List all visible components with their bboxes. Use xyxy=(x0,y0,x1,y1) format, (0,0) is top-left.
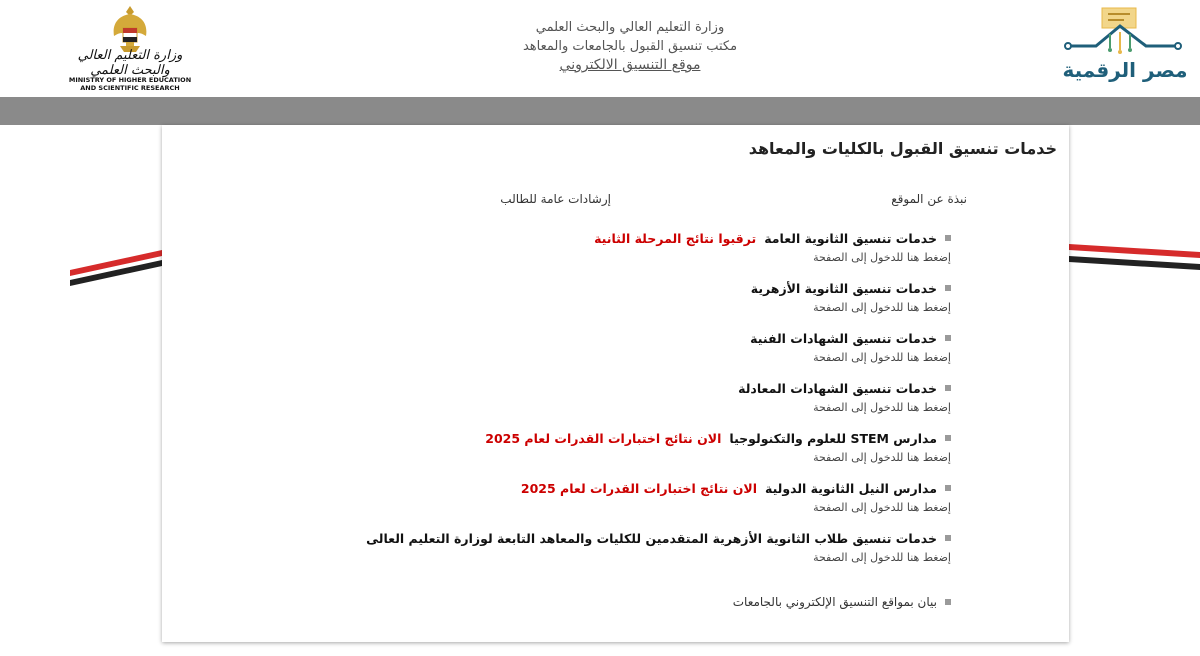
ministry-heading xyxy=(520,18,740,75)
bullet-icon xyxy=(945,599,951,605)
list-item[interactable] xyxy=(231,531,951,581)
service-highlight: ترقبوا نتائج المرحلة الثانية xyxy=(594,231,757,246)
enter-page-link[interactable]: إضغط هنا للدخول إلى الصفحة xyxy=(813,551,951,564)
service-title[interactable]: مدارس النيل الثانوية الدوليةالان نتائج اختبارات القدرات لعام 2025 xyxy=(520,481,937,496)
enter-page-link[interactable]: إضغط هنا للدخول إلى الصفحة xyxy=(813,501,951,514)
service-highlight: الان نتائج اختبارات القدرات لعام 2025 xyxy=(485,431,722,446)
list-item[interactable] xyxy=(231,331,951,381)
digital-egypt-wordmark: مصر الرقمية xyxy=(1062,58,1188,82)
crest-arabic-script: وزارة التعليم العالي والبحث العلمي xyxy=(77,48,183,78)
enter-page-link[interactable]: إضغط هنا للدخول إلى الصفحة xyxy=(813,401,951,414)
bullet-icon xyxy=(945,235,951,241)
ministry-logo[interactable] xyxy=(60,2,200,94)
service-highlight: الان نتائج اختبارات القدرات لعام 2025 xyxy=(520,481,757,496)
service-title[interactable]: خدمات تنسيق الشهادات الفنية xyxy=(750,331,937,346)
list-item[interactable] xyxy=(231,281,951,331)
services-card xyxy=(162,125,1069,642)
bullet-icon xyxy=(945,285,951,291)
service-title[interactable]: خدمات تنسيق الثانوية الأزهرية xyxy=(750,281,937,296)
list-item[interactable] xyxy=(231,431,951,481)
universities-list-item[interactable] xyxy=(231,595,951,611)
bullet-icon xyxy=(945,535,951,541)
enter-page-link[interactable]: إضغط هنا للدخول إلى الصفحة xyxy=(813,251,951,264)
enter-page-link[interactable]: إضغط هنا للدخول إلى الصفحة xyxy=(813,351,951,364)
services-list xyxy=(231,231,951,581)
list-item[interactable] xyxy=(231,231,951,281)
bullet-icon xyxy=(945,435,951,441)
about-site-link[interactable]: نبذة عن الموقع xyxy=(891,192,967,206)
bullet-icon xyxy=(945,385,951,391)
site-header xyxy=(0,0,1200,97)
service-title[interactable]: خدمات تنسيق طلاب الثانوية الأزهرية المتقدمين للكليات والمعاهد التابعة لوزارة التعليم العالى xyxy=(366,531,937,546)
service-title[interactable]: مدارس STEM للعلوم والتكنولوجياالان نتائج اختبارات القدرات لعام 2025 xyxy=(485,431,937,446)
crest-english-line2: AND SCIENTIFIC RESEARCH xyxy=(80,84,180,92)
header-gray-bar xyxy=(0,97,1200,125)
ministry-name: وزارة التعليم العالي والبحث العلمي xyxy=(535,20,725,35)
student-guidance-link[interactable]: إرشادات عامة للطالب xyxy=(500,192,611,206)
circuit-house-icon xyxy=(1062,4,1188,60)
digital-egypt-logo[interactable] xyxy=(1062,4,1188,90)
enter-page-link[interactable]: إضغط هنا للدخول إلى الصفحة xyxy=(813,451,951,464)
site-link[interactable]: موقع التنسيق الالكتروني xyxy=(559,57,701,73)
universities-sites-link[interactable]: بيان بمواقع التنسيق الإلكتروني بالجامعات xyxy=(732,595,937,609)
enter-page-link[interactable]: إضغط هنا للدخول إلى الصفحة xyxy=(813,301,951,314)
list-item[interactable] xyxy=(231,381,951,431)
bullet-icon xyxy=(945,485,951,491)
bullet-icon xyxy=(945,335,951,341)
office-name: مكتب تنسيق القبول بالجامعات والمعاهد xyxy=(522,39,738,54)
list-item[interactable] xyxy=(231,481,951,531)
page-title: خدمات تنسيق القبول بالكليات والمعاهد xyxy=(748,139,1057,158)
service-title[interactable]: خدمات تنسيق الثانوية العامةترقبوا نتائج المرحلة الثانية xyxy=(594,231,937,246)
crest-english-line1: MINISTRY OF HIGHER EDUCATION xyxy=(68,76,192,84)
service-title[interactable]: خدمات تنسيق الشهادات المعادلة xyxy=(738,381,937,396)
